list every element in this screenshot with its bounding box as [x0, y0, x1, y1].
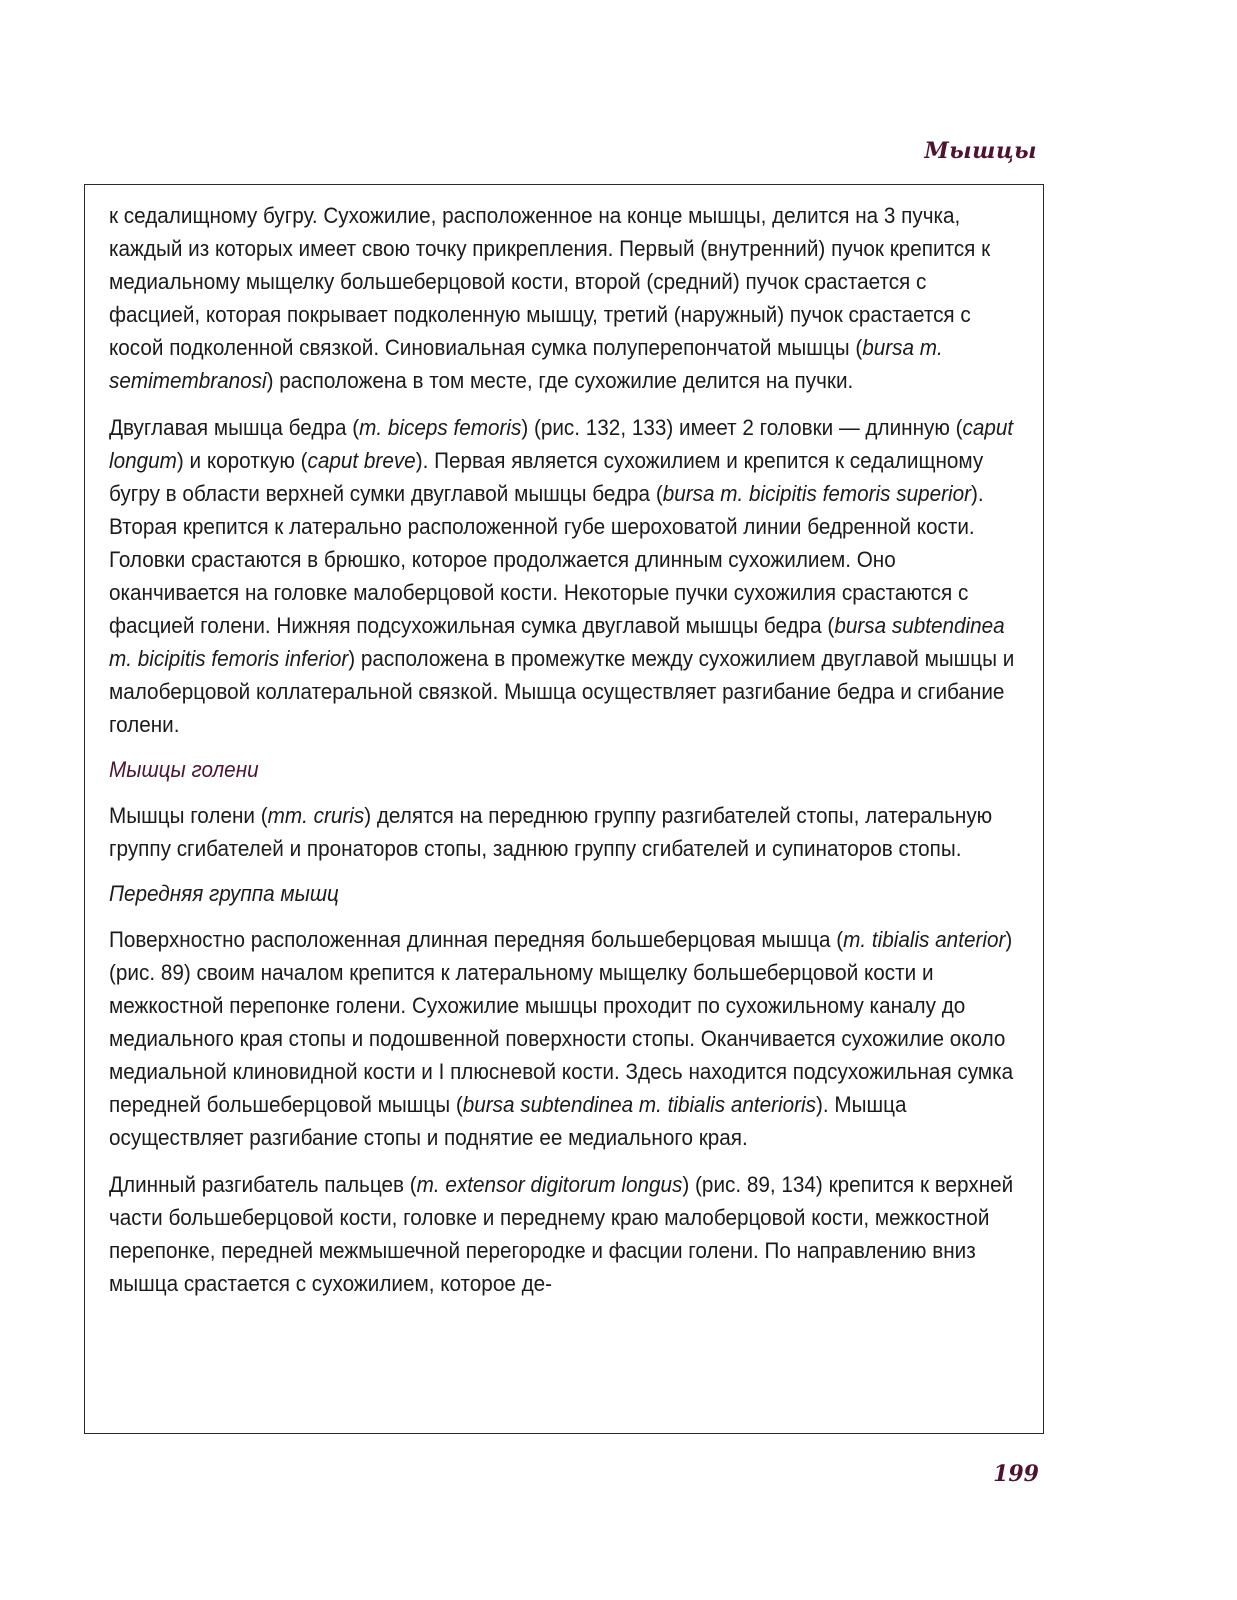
page-number: 199 — [993, 1461, 1039, 1487]
text-frame — [84, 184, 1044, 1434]
running-head: Мышцы — [924, 138, 1037, 164]
paragraph-tibialis-anterior: Поверхностно расположенная длинная передняя большеберцовая мышца (m. tibialis anterior) (рис. 89) своим началом крепится к латеральному мыщелку большеберцовой кости и межкостной перепонке голени. Сухожилие мышцы проходит по сухожильному каналу до медиального края стопы и подошвенной поверхности стопы. Оканчивается сухожилие около медиальной клиновидной кости и I плюсневой кости. Здесь находится подсухожильная сумка передней большеберцовой мышцы (bursa subtendinea m. tibialis anterioris). Мышца осуществляет разгибание стопы и поднятие ее медиального края. — [109, 927, 1014, 1150]
subsection-heading-anterior-group: Передняя группа мышц — [109, 881, 339, 906]
section-heading-leg-muscles: Мышцы голени — [109, 757, 259, 782]
frame-content — [109, 199, 1015, 1314]
paragraph-leg-muscles-groups: Мышцы голени (mm. cruris) делятся на переднюю группу разгибателей стопы, латеральную группу сгибателей и пронаторов стопы, заднюю группу сгибателей и супинаторов стопы. — [109, 803, 993, 861]
paragraph-semimembranosus-end: к седалищному бугру. Сухожилие, расположенное на конце мышцы, делится на 3 пучка, каждый из которых имеет свою точку прикрепления. Первый (внутренний) пучок крепится к медиальному мыщелку большеберцовой кости, второй (средний) пучок срастается с фасцией, которая покрывает подколенную мышцу, третий (наружный) пучок срастается с косой подколенной связкой. Синовиальная сумка полуперепончатой мышцы (bursa m. semimembranosi) расположена в том месте, где сухожилие делится на пучки. — [109, 203, 991, 393]
paragraph-extensor-digitorum-longus: Длинный разгибатель пальцев (m. extensor digitorum longus) (рис. 89, 134) крепится к верхней части большеберцовой кости, головке и переднему краю малоберцовой кости, межкостной перепонке, передней межмышечной перегородке и фасции голени. По направлению вниз мышца срастается с сухожилием, которое де- — [109, 1172, 1014, 1296]
paragraph-biceps-femoris: Двуглавая мышца бедра (m. biceps femoris) (рис. 132, 133) имеет 2 головки — длинную (caput longum) и короткую (caput breve). Первая является сухожилием и крепится к седалищному бугру в области верхней сумки двуглавой мышцы бедра (bursa m. bicipitis femoris superior). Вторая крепится к латерально расположенной губе шероховатой линии бедренной кости. Головки срастаются в брюшко, которое продолжается длинным сухожилием. Оно оканчивается на головке малоберцовой кости. Некоторые пучки сухожилия срастаются с фасцией голени. Нижняя подсухожильная сумка двуглавой мышцы бедра (bursa subtendinea m. bicipitis femoris inferior) расположена в промежутке между сухожилием двуглавой мышцы и малоберцовой коллатеральной связкой. Мышца осуществляет разгибание бедра и сгибание голени. — [109, 415, 1015, 737]
